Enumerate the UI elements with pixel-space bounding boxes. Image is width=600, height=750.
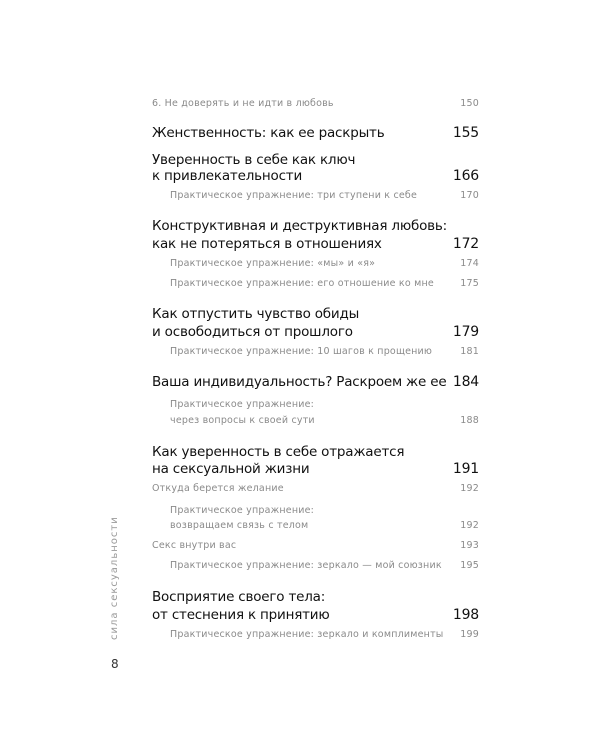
toc-entry-page: 195: [460, 560, 479, 571]
toc-entry-title: Секс внутри вас: [152, 540, 237, 551]
toc-chapter-line: [152, 461, 479, 477]
toc-entry-page: 170: [460, 190, 479, 201]
toc-entry-title: как не потеряться в отношениях: [152, 236, 382, 252]
toc-entry-page: 192: [460, 520, 479, 531]
toc-entry-page: 181: [460, 346, 479, 357]
toc-subentry-line: [152, 540, 479, 551]
toc-entry-title: Практическое упражнение:: [170, 505, 315, 516]
toc-entry-title: Практическое упражнение: зеркало и комплименты: [170, 629, 444, 640]
toc-chapter-line: [152, 607, 479, 623]
toc-entry-title: Как отпустить чувство обиды: [152, 306, 360, 322]
toc-entry-page: 175: [460, 278, 479, 289]
toc-entry-title: Практическое упражнение: его отношение ко мне: [170, 278, 434, 289]
toc-entry-page: 193: [460, 540, 479, 551]
toc-entry-title: Конструктивная и деструктивная любовь:: [152, 218, 448, 234]
toc-chapter-line: [152, 236, 479, 252]
toc-subentry-line: [170, 505, 479, 516]
toc-entry-page: 188: [460, 415, 479, 426]
toc-entry-title: Практическое упражнение: «мы» и «я»: [170, 258, 376, 269]
toc-subentry-line: [170, 415, 479, 426]
toc-entry-title: от стеснения к принятию: [152, 607, 330, 623]
toc-entry-page: 150: [460, 98, 479, 109]
toc-entry-title: Практическое упражнение:: [170, 399, 315, 410]
toc-entry-title: Как уверенность в себе отражается: [152, 444, 405, 460]
toc-entry-title: Практическое упражнение: 10 шагов к прощению: [170, 346, 433, 357]
toc-entry-page: 191: [452, 461, 479, 477]
toc-subentry-line: [170, 629, 479, 640]
toc-entry-title: к привлекательности: [152, 168, 303, 184]
toc-entry-page: 199: [460, 629, 479, 640]
toc-subentry-line: [170, 190, 479, 201]
toc-entry-title: Восприятие своего тела:: [152, 589, 326, 605]
toc-subentry-line: [170, 560, 479, 571]
toc-entry-page: 174: [460, 258, 479, 269]
toc-entry-title: возвращаем связь с телом: [170, 520, 309, 531]
toc-chapter-line: [152, 306, 479, 322]
toc-entry-title: 6. Не доверять и не идти в любовь: [152, 98, 334, 109]
page-number: 8: [111, 657, 119, 671]
toc-subentry-line: [170, 520, 479, 531]
toc-entry-page: 166: [452, 168, 479, 184]
toc-subentry-line: [152, 483, 479, 494]
toc-entry-title: Практическое упражнение: три ступени к себе: [170, 190, 418, 201]
toc-entry-title: на сексуальной жизни: [152, 461, 310, 477]
toc-subentry-line: [170, 346, 479, 357]
toc-entry-page: 172: [452, 236, 479, 252]
toc-chapter-line: [152, 125, 479, 141]
running-title: сила сексуальности: [109, 516, 120, 640]
toc-chapter-line: [152, 218, 479, 234]
toc-chapter-line: [152, 589, 479, 605]
toc-subentry-line: [170, 399, 479, 410]
toc-chapter-line: [152, 374, 479, 390]
toc-chapter-line: [152, 168, 479, 184]
toc-entry-title: и освободиться от прошлого: [152, 324, 353, 340]
toc-entry-title: Уверенность в себе как ключ: [152, 152, 356, 168]
toc-subentry-line: [170, 258, 479, 269]
toc-entry-title: через вопросы к своей сути: [170, 415, 315, 426]
toc-chapter-line: [152, 324, 479, 340]
toc-entry-page: 198: [452, 607, 479, 623]
toc-entry-page: 184: [452, 374, 479, 390]
toc-chapter-line: [152, 152, 479, 168]
toc-entry-page: 192: [460, 483, 479, 494]
toc-entry-title: Практическое упражнение: зеркало — мой союзник: [170, 560, 442, 571]
toc-chapter-line: [152, 444, 479, 460]
toc-entry-title: Женственность: как ее раскрыть: [152, 125, 385, 141]
toc-entry-title: Откуда берется желание: [152, 483, 284, 494]
toc-entry-title: Ваша индивидуальность? Раскроем же ее: [152, 374, 447, 390]
toc-entry-page: 155: [452, 125, 479, 141]
toc-subentry-line: [170, 278, 479, 289]
toc-subentry-line: [152, 98, 479, 109]
toc-entry-page: 179: [452, 324, 479, 340]
